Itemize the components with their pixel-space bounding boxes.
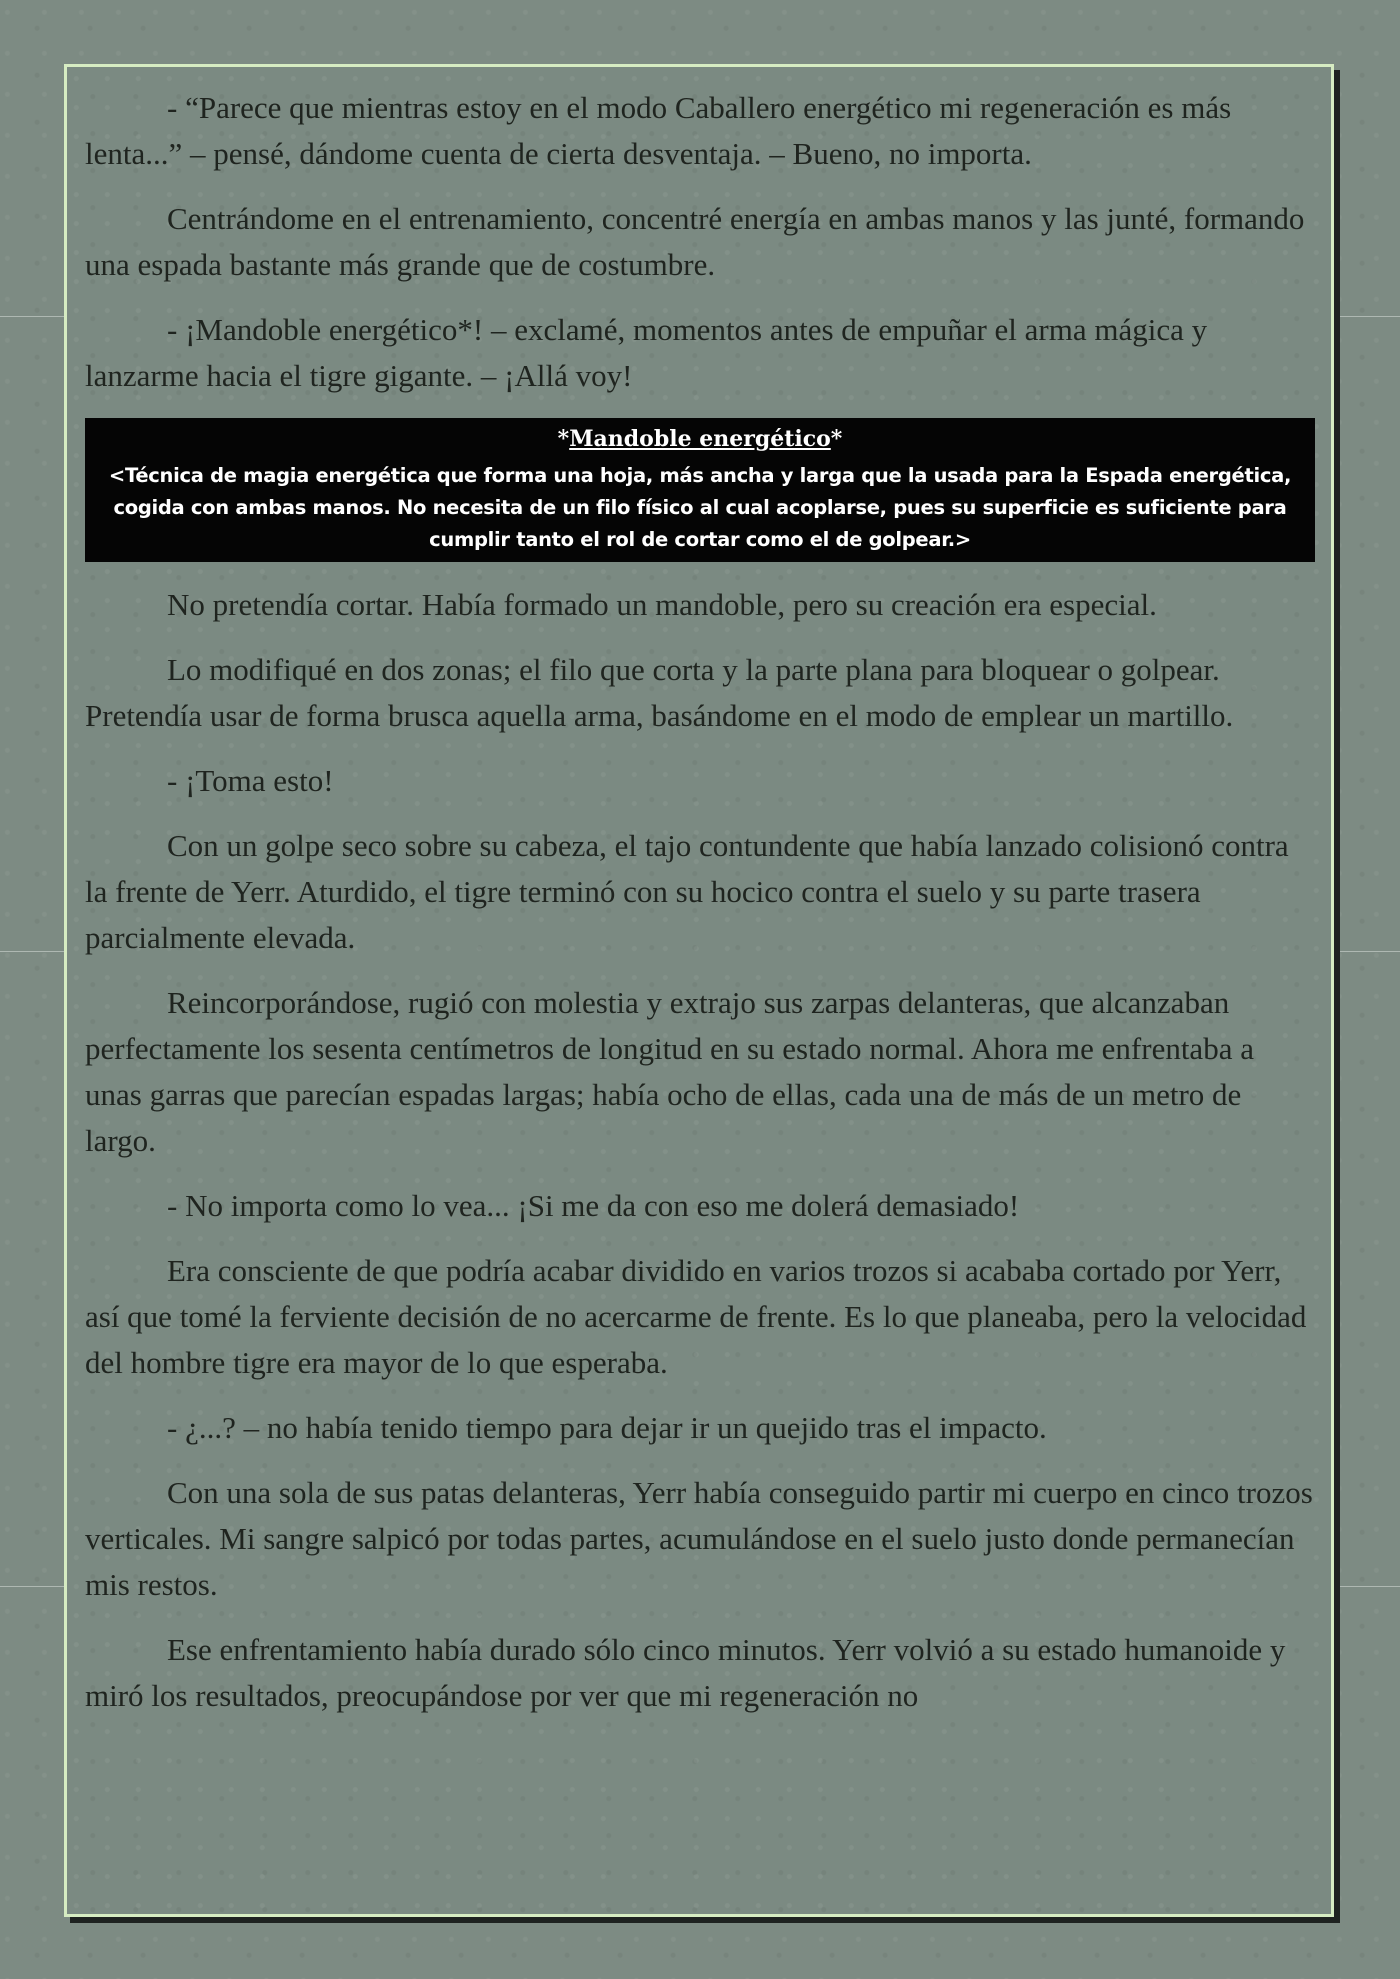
technique-description: <Técnica de magia energética que forma una hoja, más ancha y larga que la usada para la Espada energética, cogida con ambas manos. No necesita de un filo físico al cual acoplarse, pues su superficie es suficiente para cumplir tanto el rol de cortar como el de golpear.> [108, 464, 1292, 551]
technique-title [95, 424, 1305, 454]
paragraph: Con una sola de sus patas delanteras, Yerr había conseguido partir mi cuerpo en cinco trozos verticales. Mi sangre salpicó por todas partes, acumulándose en el suelo justo donde permanecían mis restos. [85, 1475, 1313, 1602]
paragraph: - No importa como lo vea... ¡Si me da con eso me dolerá demasiado! [167, 1188, 1020, 1223]
technique-title-suffix: * [830, 426, 843, 452]
page-text [85, 85, 1315, 1738]
paragraph: Lo modifiqué en dos zonas; el filo que corta y la parte plana para bloquear o golpear. Pretendía usar de forma brusca aquella arma, basándome en el modo de emplear un martillo. [85, 652, 1234, 733]
paragraph: Con un golpe seco sobre su cabeza, el tajo contundente que había lanzado colisionó contra la frente de Yerr. Aturdido, el tigre terminó con su hocico contra el suelo y su parte trasera parcialmente elevada. [85, 828, 1289, 955]
paragraph: Ese enfrentamiento había durado sólo cinco minutos. Yerr volvió a su estado humanoide y miró los resultados, preocupándose por ver que mi regeneración no [85, 1632, 1286, 1713]
paragraph: - ¡Toma esto! [167, 763, 334, 798]
technique-info-box [85, 418, 1315, 562]
paragraph: - “Parece que mientras estoy en el modo Caballero energético mi regeneración es más lenta...” – pensé, dándome cuenta de cierta desventaja. – Bueno, no importa. [85, 90, 1232, 171]
paragraph: Reincorporándose, rugió con molestia y extrajo sus zarpas delanteras, que alcanzaban perfectamente los sesenta centímetros de longitud en su estado normal. Ahora me enfrentaba a unas garras que parecían espadas largas; había ocho de ellas, cada una de más de un metro de largo. [85, 985, 1254, 1158]
technique-title-text: Mandoble energético [569, 426, 831, 452]
paragraph: Era consciente de que podría acabar dividido en varios trozos si acababa cortado por Yerr, así que tomé la ferviente decisión de no acercarme de frente. Es lo que planeaba, pero la velocidad del hombre tigre era mayor de lo que esperaba. [85, 1253, 1307, 1380]
paragraph: Centrándome en el entrenamiento, concentré energía en ambas manos y las junté, formando una espada bastante más grande que de costumbre. [85, 201, 1305, 282]
book-page [64, 64, 1334, 1917]
paragraph: No pretendía cortar. Había formado un mandoble, pero su creación era especial. [167, 587, 1157, 622]
paragraph: - ¡Mandoble energético*! – exclamé, momentos antes de empuñar el arma mágica y lanzarme hacia el tigre gigante. – ¡Allá voy! [85, 312, 1208, 393]
paragraph: - ¿...? – no había tenido tiempo para dejar ir un quejido tras el impacto. [167, 1410, 1047, 1445]
technique-title-prefix: * [557, 426, 570, 452]
